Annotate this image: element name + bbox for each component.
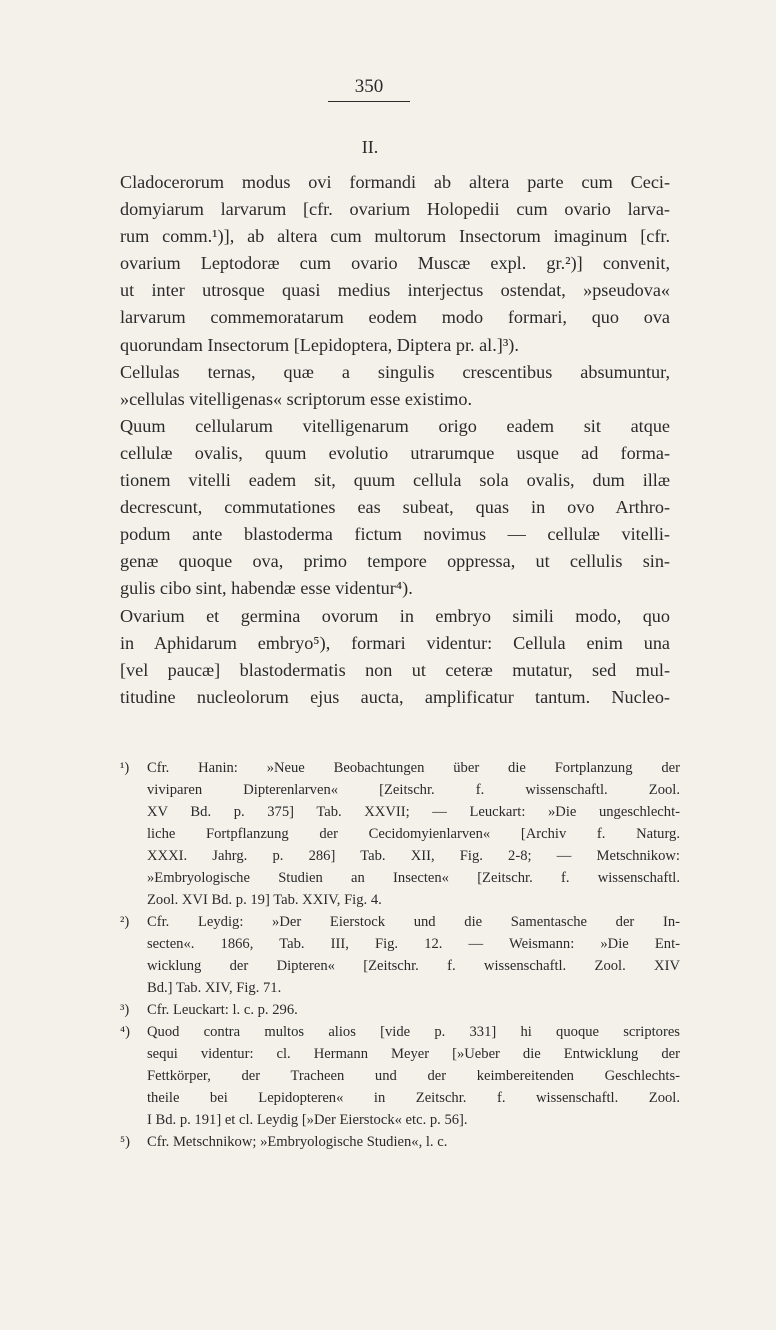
text-line: Cellulas ternas, quæ a singulis crescentibus absumuntur, bbox=[120, 361, 670, 382]
text-line: decrescunt, commutationes eas subeat, quas in ovo Arthro- bbox=[120, 497, 670, 518]
footnote-line: Cfr. Leuckart: l. c. p. 296. bbox=[147, 1002, 298, 1018]
footnote-line: XV Bd. p. 375] Tab. XXVII; — Leuckart: »Die ungeschlecht- bbox=[147, 804, 680, 820]
footnote-mark: ⁴) bbox=[120, 1024, 130, 1040]
footnote bbox=[120, 757, 680, 911]
text-line: [vel paucæ] blastodermatis non ut ceteræ mutatur, sed mul- bbox=[120, 659, 670, 680]
footnote-line: viviparen Dipterenlarven« [Zeitschr. f. wissenschaftl. Zool. bbox=[147, 782, 680, 798]
footnote-line: Cfr. Metschnikow; »Embryologische Studien«, l. c. bbox=[147, 1134, 448, 1150]
text-line: Quum cellularum vitelligenarum origo eadem sit atque bbox=[120, 415, 670, 436]
text-line: cellulæ ovalis, quum evolutio utrarumque usque ad forma- bbox=[120, 442, 670, 463]
footnote-line: theile bei Lepidopteren« in Zeitschr. f. wissenschaftl. Zool. bbox=[147, 1090, 680, 1106]
text-line: ovarium Leptodoræ cum ovario Muscæ expl. gr.²)] convenit, bbox=[120, 253, 670, 274]
footnote-line: XXXI. Jahrg. p. 286] Tab. XII, Fig. 2-8; — Metschnikow: bbox=[147, 848, 680, 864]
footnote-line: wicklung der Dipteren« [Zeitschr. f. wissenschaftl. Zool. XIV bbox=[147, 958, 680, 974]
text-line: tionem vitelli eadem sit, quum cellula sola ovalis, dum illæ bbox=[120, 470, 670, 491]
text-line: titudine nucleolorum ejus aucta, amplificatur tantum. Nucleo- bbox=[120, 686, 670, 707]
text-line: ut inter utrosque quasi medius interjectus ostendat, »pseudova« bbox=[120, 280, 670, 301]
footnote-line: Cfr. Hanin: »Neue Beobachtungen über die Fortplanzung der bbox=[147, 760, 680, 776]
text-line: podum ante blastoderma fictum novimus — cellulæ vitelli- bbox=[120, 524, 670, 545]
text-line: quorundam Insectorum [Lepidoptera, Diptera pr. al.]³). bbox=[120, 334, 519, 355]
text-line: in Aphidarum embryo⁵), formari videntur: Cellula enim una bbox=[120, 632, 670, 653]
text-line: gulis cibo sint, habendæ esse videntur⁴). bbox=[120, 578, 413, 599]
footnote-mark: ²) bbox=[120, 914, 130, 930]
footnotes bbox=[120, 757, 680, 1153]
text-line: domyiarum larvarum [cfr. ovarium Holopedii cum ovario larva- bbox=[120, 199, 670, 220]
text-line: genæ quoque ova, primo tempore oppressa, ut cellulis sin- bbox=[120, 551, 670, 572]
footnote-line: Fettkörper, der Tracheen und der keimbereitenden Geschlechts- bbox=[147, 1068, 680, 1084]
footnote-line: »Embryologische Studien an Insecten« [Zeitschr. f. wissenschaftl. bbox=[147, 870, 680, 886]
footnote bbox=[120, 1131, 680, 1153]
footnote-line: Zool. XVI Bd. p. 19] Tab. XXIV, Fig. 4. bbox=[147, 892, 382, 908]
footnote-line: secten«. 1866, Tab. III, Fig. 12. — Weismann: »Die Ent- bbox=[147, 936, 680, 952]
main-text bbox=[120, 169, 670, 711]
page-number: 350 bbox=[328, 76, 410, 102]
section-heading: II. bbox=[361, 137, 379, 157]
footnote bbox=[120, 999, 680, 1021]
text-line: »cellulas vitelligenas« scriptorum esse existimo. bbox=[120, 388, 473, 409]
footnote-line: Cfr. Leydig: »Der Eierstock und die Samentasche der In- bbox=[147, 914, 680, 930]
text-line: larvarum commemoratarum eodem modo formari, quo ova bbox=[120, 307, 670, 328]
footnote-line: Bd.] Tab. XIV, Fig. 71. bbox=[147, 980, 282, 996]
footnote-mark: ¹) bbox=[120, 760, 130, 776]
footnote-mark: ³) bbox=[120, 1002, 130, 1018]
text-line: Cladocerorum modus ovi formandi ab altera parte cum Ceci- bbox=[120, 172, 670, 192]
text-line: Ovarium et germina ovorum in embryo simili modo, quo bbox=[120, 605, 670, 626]
footnote-mark: ⁵) bbox=[120, 1134, 130, 1150]
text-line: rum comm.¹)], ab altera cum multorum Insectorum imaginum [cfr. bbox=[120, 226, 670, 247]
footnote-line: sequi videntur: cl. Hermann Meyer [»Ueber die Entwicklung der bbox=[147, 1046, 680, 1062]
footnote bbox=[120, 1021, 680, 1131]
footnote-line: liche Fortpflanzung der Cecidomyienlarven« [Archiv f. Naturg. bbox=[147, 826, 680, 842]
footnote bbox=[120, 911, 680, 999]
footnote-line: I Bd. p. 191] et cl. Leydig [»Der Eierstock« etc. p. 56]. bbox=[147, 1112, 468, 1128]
footnote-line: Quod contra multos alios [vide p. 331] hi quoque scriptores bbox=[147, 1024, 680, 1040]
